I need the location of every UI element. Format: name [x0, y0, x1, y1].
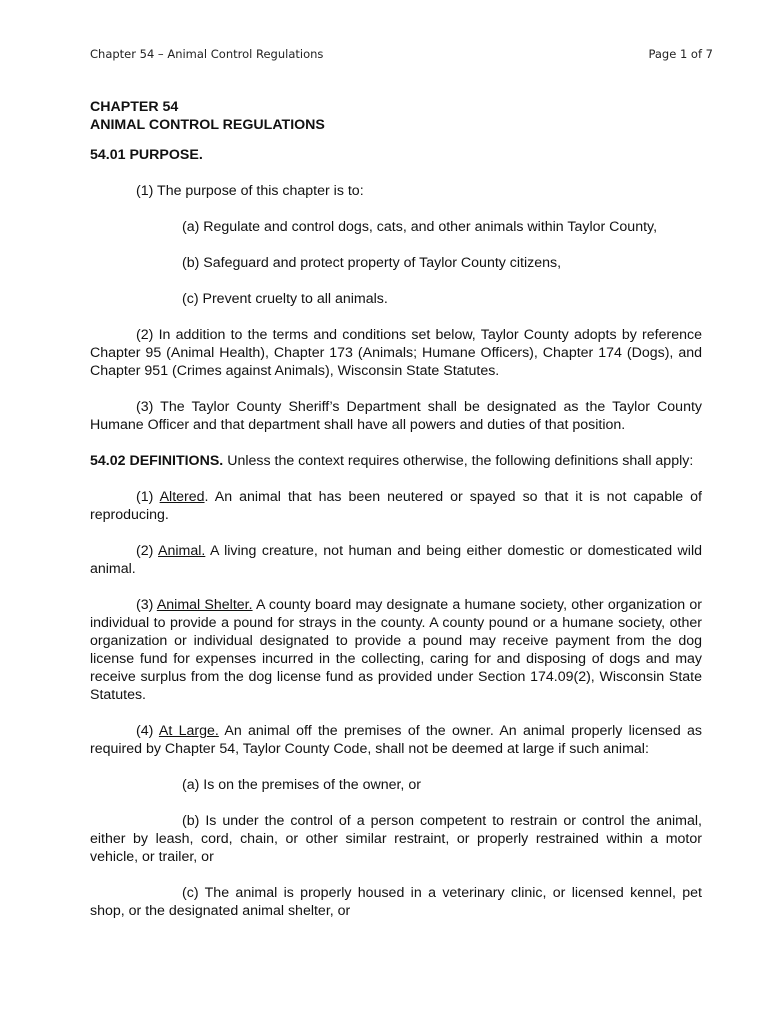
definition-number: (1): [136, 489, 160, 505]
definition-animal-shelter: [90, 596, 702, 704]
definition-text: A county board may designate a humane society, other organization or individual to provide a pound for strays in the county. A county pound or a humane society, other organization or individual designated to provide a pound may receive payment from the dog license fund for expenses incurred in the collecting, caring for and disposing of dogs and may receive surplus from the dog license fund as provided under Section 174.09(2), Wisconsin State Statutes.: [90, 597, 703, 703]
definition-term: Altered: [159, 489, 205, 505]
document-body: [90, 98, 702, 920]
definition-term: Animal.: [158, 543, 206, 559]
definition-text: . An animal that has been neutered or spayed so that it is not capable of reproducing.: [90, 489, 702, 523]
at-large-a: (a) Is on the premises of the owner, or: [182, 777, 421, 793]
purpose-p1-intro: (1) The purpose of this chapter is to:: [136, 183, 364, 199]
at-large-b: (b) Is under the control of a person competent to restrain or control the animal, either by leash, cord, chain, or other similar restraint, or properly restrained within a motor vehicle, or trailer, or: [90, 813, 702, 865]
header-chapter-title: Chapter 54 – Animal Control Regulations: [90, 47, 324, 61]
purpose-p2: (2) In addition to the terms and conditions set below, Taylor County adopts by reference Chapter 95 (Animal Health), Chapter 173 (Animals; Humane Officers), Chapter 174 (Dogs), and Chapter 951 (Crimes against Animals), Wisconsin State Statutes.: [90, 327, 702, 379]
definition-text: An animal off the premises of the owner. An animal properly licensed as required by Chapter 54, Taylor County Code, shall not be deemed at large if such animal:: [90, 723, 703, 757]
chapter-number: CHAPTER 54: [90, 99, 179, 115]
definition-text: A living creature, not human and being either domestic or domesticated wild animal.: [90, 543, 703, 577]
definition-term: Animal Shelter.: [156, 597, 253, 613]
page-header: [90, 47, 713, 61]
definition-number: (2): [136, 543, 158, 559]
purpose-p1-a: (a) Regulate and control dogs, cats, and other animals within Taylor County,: [182, 219, 658, 235]
purpose-p3: (3) The Taylor County Sheriff’s Department shall be designated as the Taylor County Humane Officer and that department shall have all powers and duties of that position.: [90, 399, 702, 433]
chapter-title: ANIMAL CONTROL REGULATIONS: [90, 117, 325, 133]
definition-at-large: [90, 722, 702, 758]
purpose-p1-c: (c) Prevent cruelty to all animals.: [182, 291, 388, 307]
at-large-c: (c) The animal is properly housed in a veterinary clinic, or licensed kennel, pet shop, or the designated animal shelter, or: [90, 885, 702, 919]
definitions-paragraph: [90, 452, 702, 470]
definition-number: (4): [136, 723, 159, 739]
definitions-intro: Unless the context requires otherwise, the following definitions shall apply:: [223, 453, 694, 469]
section-heading-purpose: 54.01 PURPOSE.: [90, 147, 203, 163]
header-page-number: Page 1 of 7: [648, 47, 713, 61]
definition-altered: [90, 488, 702, 524]
definition-term: At Large.: [158, 723, 219, 739]
definition-number: (3): [136, 597, 157, 613]
section-heading-definitions: 54.02 DEFINITIONS.: [90, 453, 224, 469]
definition-animal: [90, 542, 702, 578]
purpose-p1-b: (b) Safeguard and protect property of Taylor County citizens,: [182, 255, 562, 271]
